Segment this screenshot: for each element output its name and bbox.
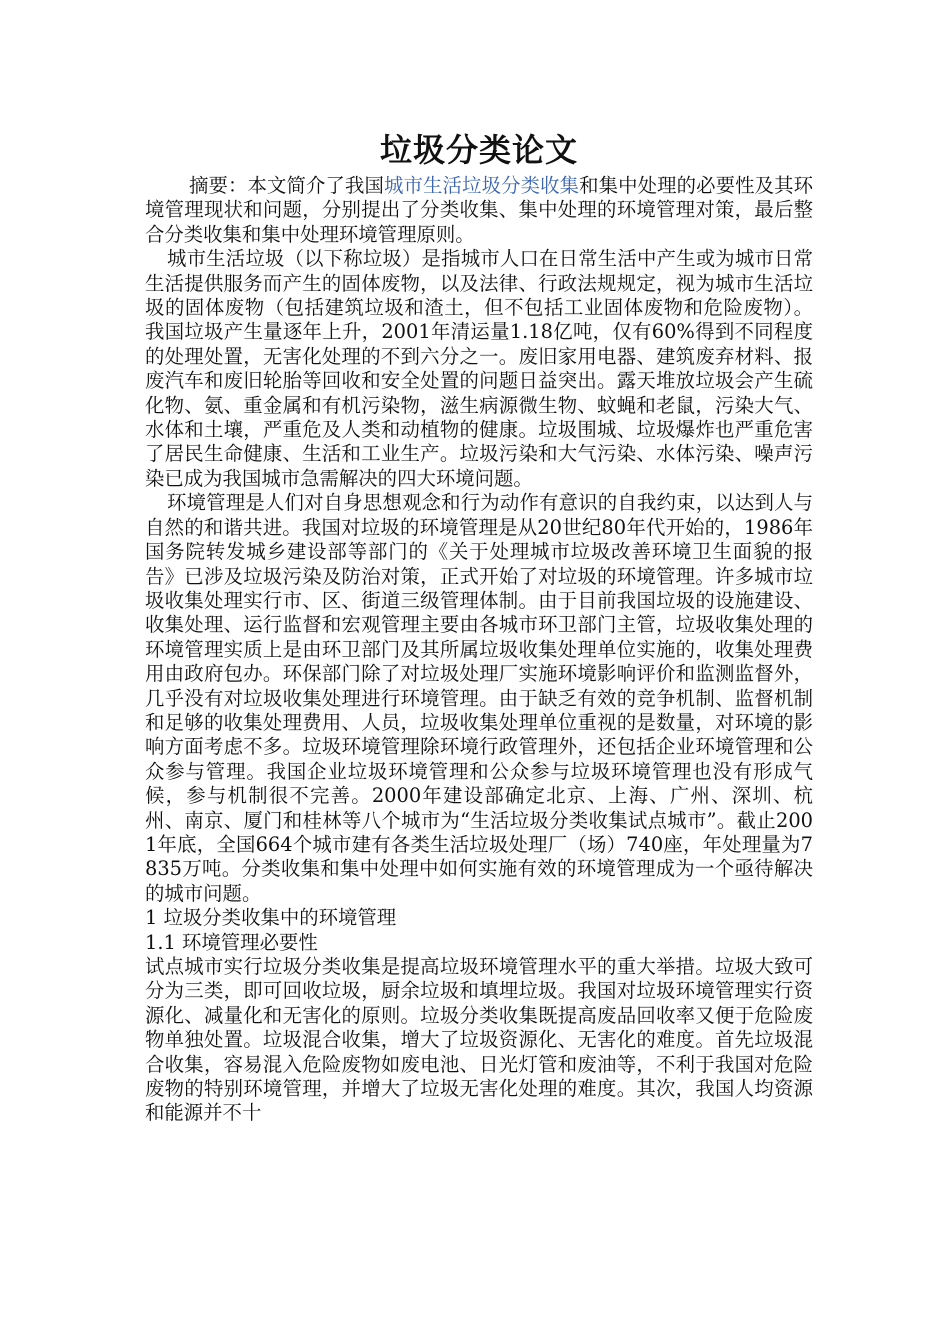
document-body — [145, 128, 813, 1126]
abstract-prefix: 摘要：本文简介了我国 — [189, 174, 385, 197]
document-title: 垃圾分类论文 — [379, 131, 578, 169]
section-heading-1: 1 垃圾分类收集中的环境管理 — [145, 906, 397, 930]
abstract-paragraph — [145, 174, 813, 247]
abstract-link[interactable]: 城市生活垃圾分类收集 — [384, 174, 580, 197]
body-paragraph-1: 城市生活垃圾（以下称垃圾）是指城市人口在日常生活中产生或为城市日常生活提供服务而产生的固体废物，以及法律、行政法规规定，视为城市生活垃圾的固体废物（包括建筑垃圾和渣土，但不包括工业固体废物和危险废物）。我国垃圾产生量逐年上升，2001年清运量1.18亿吨，仅有60%得到不同程度的处理处置，无害化处理的不到六分之一。废旧家用电器、建筑废弃材料、报废汽车和废旧轮胎等回收和安全处置的问题日益突出。露天堆放垃圾会产生硫化物、氨、重金属和有机污染物，滋生病源微生物、蚊蝇和老鼠，污染大气、水体和土壤，严重危及人类和动植物的健康。垃圾围城、垃圾爆炸也严重危害了居民生命健康、生活和工业生产。垃圾污染和大气污染、水体污染、噪声污染已成为我国城市急需解决的四大环境问题。 — [145, 247, 813, 490]
body-paragraph-3: 试点城市实行垃圾分类收集是提高垃圾环境管理水平的重大举措。垃圾大致可分为三类，即可回收垃圾，厨余垃圾和填埋垃圾。我国对垃圾环境管理实行资源化、减量化和无害化的原则。垃圾分类收集既提高废品回收率又便于危险废物单独处置。垃圾混合收集，增大了垃圾资源化、无害化的难度。首先垃圾混合收集，容易混入危险废物如废电池、日光灯管和废油等，不利于我国对危险废物的特别环境管理，并增大了垃圾无害化处理的难度。其次，我国人均资源和能源并不十 — [145, 955, 813, 1125]
abstract-suffix: 和集中处理的必要性及其环境管理现状和问题，分别提出了分类收集、集中处理的环境管理对策，最后整合分类收集和集中处理环境管理原则。 — [145, 174, 814, 246]
subsection-heading-1-1: 1.1 环境管理必要性 — [145, 930, 318, 954]
body-paragraph-2: 环境管理是人们对自身思想观念和行为动作有意识的自我约束，以达到人与自然的和谐共进。我国对垃圾的环境管理是从20世纪80年代开始的，1986年国务院转发城乡建设部等部门的《关于处理城市垃圾改善环境卫生面貌的报告》已涉及垃圾污染及防治对策，正式开始了对垃圾的环境管理。许多城市垃圾收集处理实行市、区、街道三级管理体制。由于目前我国垃圾的设施建设、收集处理、运行监督和宏观管理主要由各城市环卫部门主管，垃圾收集处理的环境管理实质上是由环卫部门及其所属垃圾收集处理单位实施的，收集处理费用由政府包办。环保部门除了对垃圾处理厂实施环境影响评价和监测监督外，几乎没有对垃圾收集处理进行环境管理。由于缺乏有效的竞争机制、监督机制和足够的收集处理费用、人员，垃圾收集处理单位重视的是数量，对环境的影响方面考虑不多。垃圾环境管理除环境行政管理外，还包括企业环境管理和公众参与管理。我国企业垃圾环境管理和公众参与垃圾环境管理也没有形成气候，参与机制很不完善。2000年建设部确定北京、上海、广州、深圳、杭州、南京、厦门和桂林等八个城市为“生活垃圾分类收集试点城市”。截止2001年底，全国664个城市建有各类生活垃圾处理厂（场）740座，年处理量为7835万吨。分类收集和集中处理中如何实施有效的环境管理成为一个亟待解决的城市问题。 — [145, 491, 813, 905]
